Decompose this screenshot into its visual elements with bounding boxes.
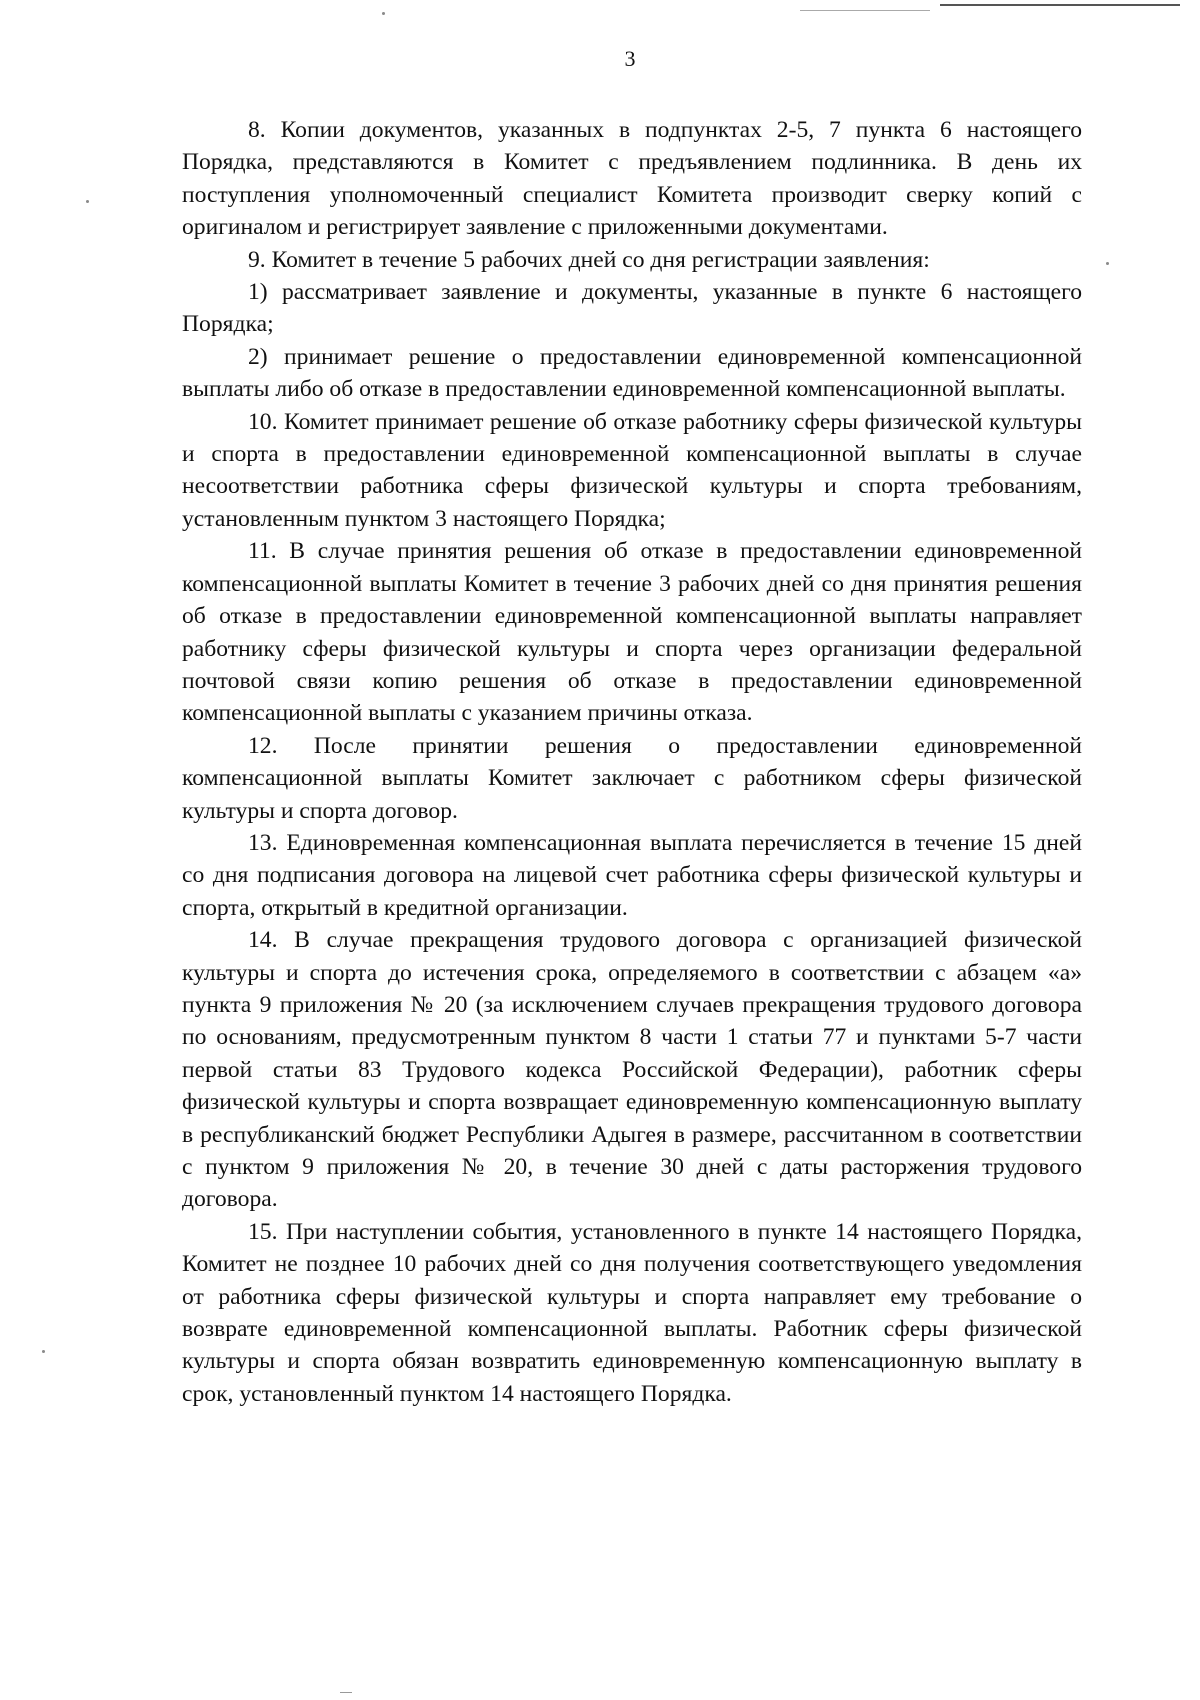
document-body [182, 114, 1082, 1410]
paragraph-item-9: 9. Комитет в течение 5 рабочих дней со дня регистрации заявления: [248, 246, 930, 273]
paragraph-item-11: 11. В случае принятия решения об отказе в предоставлении единовременной компенсационной выплаты Комитет в течение 3 рабочих дней со дня принятия решения об отказе в предоставлении единовременной компенсационной выплаты направляет работнику сферы физической культуры и спорта через организации федеральной почтовой связи копию решения об отказе в предоставлении единовременной компенсационной выплаты с указанием причины отказа. [182, 538, 1082, 727]
scan-artifact-line [800, 10, 930, 11]
paragraph-subitem-9-2: 2) принимает решение о предоставлении единовременной компенсационной выплаты либо об отказе в предоставлении единовременной компенсационной выплаты. [182, 343, 1082, 403]
paragraph-item-14: 14. В случае прекращения трудового договора с организацией физической культуры и спорта до истечения срока, определяемого в соответствии с абзацем «а» пункта 9 приложения № 20 (за исключением случаев прекращения трудового договора по основаниям, предусмотренным пунктом 8 части 1 статьи 77 и пунктами 5-7 части первой статьи 83 Трудового кодекса Российской Федерации), работник сферы физической культуры и спорта возвращает единовременную компенсационную выплату в республиканский бюджет Республики Адыгея в размере, рассчитанном в соответствии с пунктом 9 приложения № 20, в течение 30 дней с даты расторжения трудового договора. [182, 927, 1082, 1213]
page-number: 3 [624, 46, 636, 71]
scan-artifact-dot [42, 1350, 45, 1353]
scan-artifact-dot [1106, 262, 1109, 265]
paragraph-item-15: 15. При наступлении события, установленного в пункте 14 настоящего Порядка, Комитет не позднее 10 рабочих дней со дня получения соответствующего уведомления от работника сферы физической культуры и спорта направляет ему требование о возврате единовременной компенсационной выплаты. Работник сферы физической культуры и спорта обязан возвратить единовременную компенсационную выплату в срок, установленный пунктом 14 настоящего Порядка. [182, 1218, 1082, 1407]
paragraph-item-13: 13. Единовременная компенсационная выплата перечисляется в течение 15 дней со дня подписания договора на лицевой счет работника сферы физической культуры и спорта, открытый в кредитной организации. [182, 829, 1082, 921]
scan-artifact-dot [86, 200, 89, 203]
scan-artifact-line [940, 4, 1180, 6]
paragraph-item-10: 10. Комитет принимает решение об отказе работнику сферы физической культуры и спорта в предоставлении единовременной компенсационной выплаты в случае несоответствии работника сферы физической культуры и спорта требованиям, установленным пунктом 3 настоящего Порядка; [182, 408, 1082, 532]
scan-artifact-line [340, 1692, 352, 1693]
scan-artifact-dot [382, 12, 385, 15]
paragraph-subitem-9-1: 1) рассматривает заявление и документы, указанные в пункте 6 настоящего Порядка; [182, 279, 1082, 338]
paragraph-item-8: 8. Копии документов, указанных в подпунктах 2-5, 7 пункта 6 настоящего Порядка, представляются в Комитет с предъявлением подлинника. В день их поступления уполномоченный специалист Комитета производит сверку копий с оригиналом и регистрирует заявление с приложенными документами. [182, 117, 1082, 241]
paragraph-item-12: 12. После принятии решения о предоставлении единовременной компенсационной выплаты Комитет заключает с работником сферы физической культуры и спорта договор. [182, 732, 1082, 824]
